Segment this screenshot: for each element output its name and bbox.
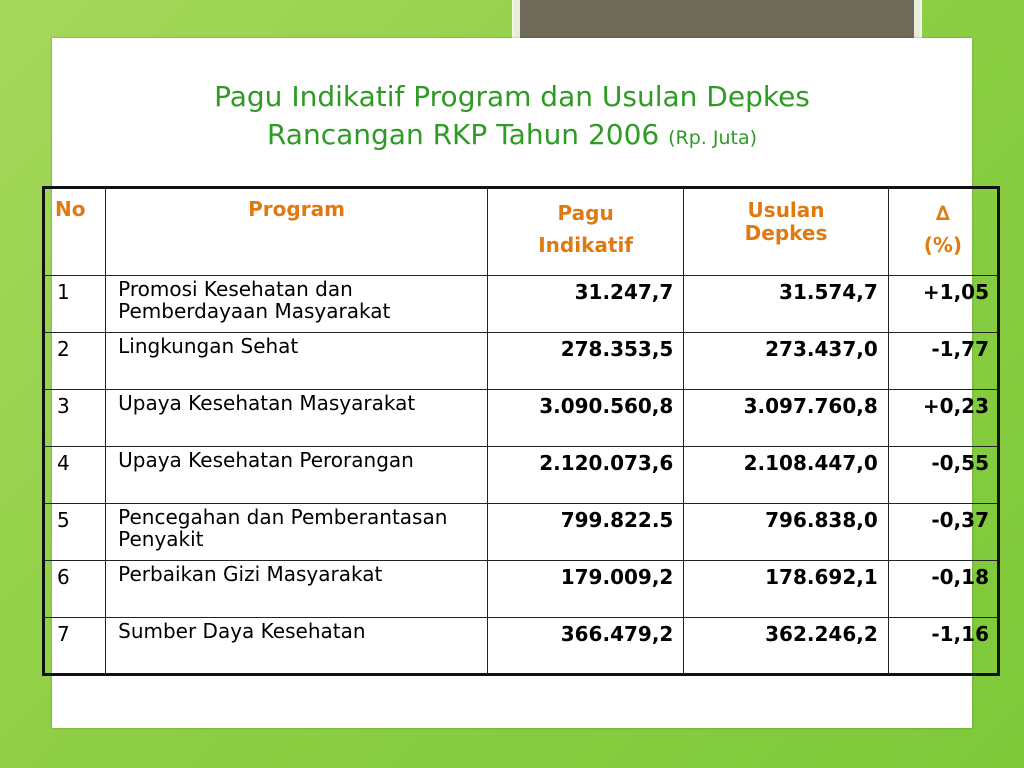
row-no-cell: 7 <box>44 618 106 675</box>
row-pagu-cell: 179.009,2 <box>487 561 683 618</box>
table-row <box>44 504 999 561</box>
header-delta-line2: (%) <box>923 233 963 257</box>
table-row <box>44 333 999 390</box>
header-usulan-line2: Depkes <box>744 221 828 245</box>
header-no: No <box>44 188 106 276</box>
row-program-cell: Pencegahan dan Pemberantasan Penyakit <box>106 504 488 561</box>
table-row <box>44 447 999 504</box>
header-pagu <box>487 188 683 276</box>
row-program-cell: Upaya Kesehatan Masyarakat <box>106 390 488 447</box>
title-line-2 <box>52 116 972 157</box>
row-program-cell: Perbaikan Gizi Masyarakat <box>106 561 488 618</box>
table-row <box>44 390 999 447</box>
budget-table <box>42 186 1000 676</box>
table-row <box>44 276 999 333</box>
row-delta-cell: -1,16 <box>888 618 998 675</box>
row-pagu-cell: 278.353,5 <box>487 333 683 390</box>
row-pagu-cell: 799.822.5 <box>487 504 683 561</box>
row-no-cell: 6 <box>44 561 106 618</box>
row-program-cell: Lingkungan Sehat <box>106 333 488 390</box>
row-usulan-cell: 178.692,1 <box>684 561 888 618</box>
row-program-cell: Promosi Kesehatan dan Pemberdayaan Masyarakat <box>106 276 488 333</box>
slide-panel <box>52 38 989 728</box>
row-usulan-cell: 3.097.760,8 <box>684 390 888 447</box>
row-pagu-cell: 366.479,2 <box>487 618 683 675</box>
row-program-cell: Sumber Daya Kesehatan <box>106 618 488 675</box>
row-delta-cell: -1,77 <box>888 333 998 390</box>
row-pagu-cell: 2.120.073,6 <box>487 447 683 504</box>
row-pagu-cell: 3.090.560,8 <box>487 390 683 447</box>
slide-title <box>52 78 972 157</box>
header-pagu-line2: Indikatif <box>538 233 633 257</box>
table-row <box>44 618 999 675</box>
header-delta <box>888 188 998 276</box>
title-line-1: Pagu Indikatif Program dan Usulan Depkes <box>214 80 810 113</box>
header-program: Program <box>106 188 488 276</box>
row-usulan-cell: 31.574,7 <box>684 276 888 333</box>
table-row <box>44 561 999 618</box>
row-usulan-cell: 273.437,0 <box>684 333 888 390</box>
row-no-cell: 2 <box>44 333 106 390</box>
row-no-cell: 4 <box>44 447 106 504</box>
title-unit: (Rp. Juta) <box>668 127 758 149</box>
row-delta-cell: -0,55 <box>888 447 998 504</box>
row-no-cell: 5 <box>44 504 106 561</box>
row-pagu-cell: 31.247,7 <box>487 276 683 333</box>
row-delta-cell: -0,37 <box>888 504 998 561</box>
row-usulan-cell: 362.246,2 <box>684 618 888 675</box>
header-usulan-line1: Usulan <box>747 198 825 222</box>
table-body <box>44 276 999 675</box>
row-usulan-cell: 796.838,0 <box>684 504 888 561</box>
header-delta-line1: ∆ <box>935 201 950 225</box>
row-no-cell: 1 <box>44 276 106 333</box>
row-usulan-cell: 2.108.447,0 <box>684 447 888 504</box>
row-delta-cell: +0,23 <box>888 390 998 447</box>
title-line-2-text: Rancangan RKP Tahun 2006 <box>266 118 660 151</box>
row-program-cell: Upaya Kesehatan Perorangan <box>106 447 488 504</box>
table-header-row <box>44 188 999 276</box>
row-delta-cell: +1,05 <box>888 276 998 333</box>
header-pagu-line1: Pagu <box>557 201 614 225</box>
row-delta-cell: -0,18 <box>888 561 998 618</box>
row-no-cell: 3 <box>44 390 106 447</box>
header-usulan <box>684 188 888 276</box>
